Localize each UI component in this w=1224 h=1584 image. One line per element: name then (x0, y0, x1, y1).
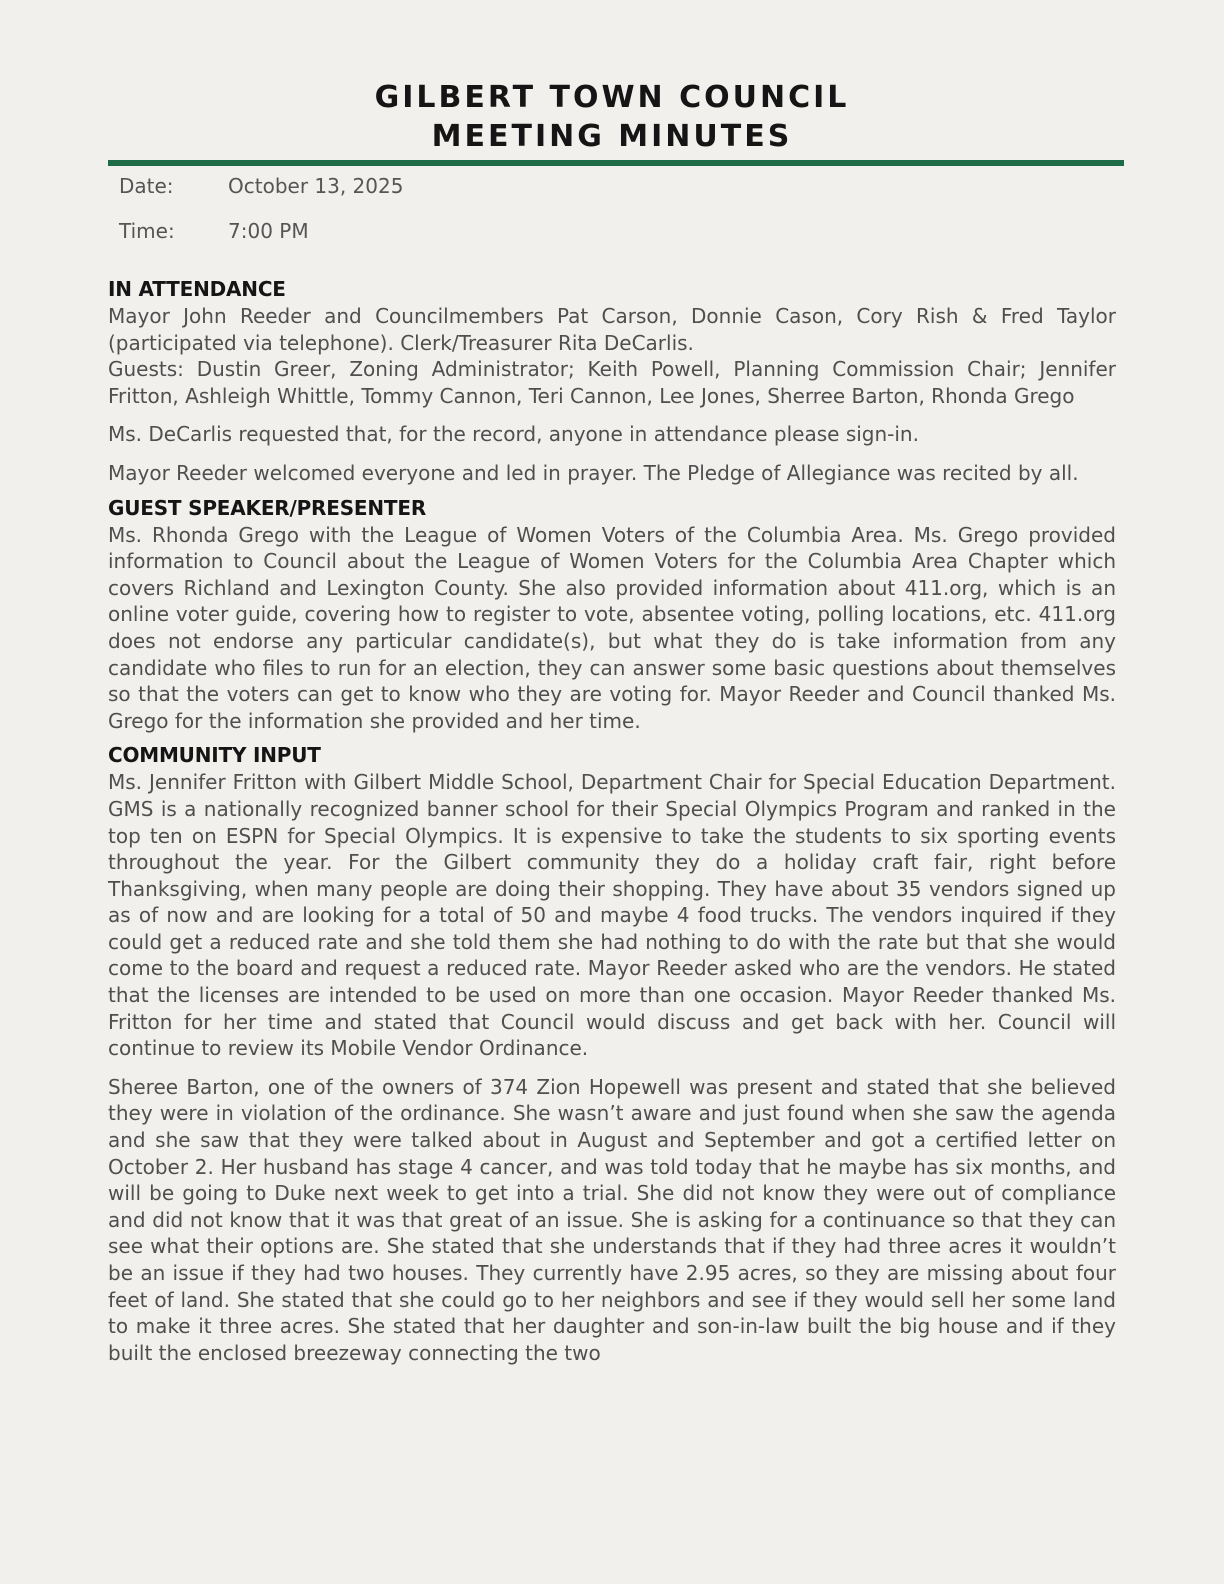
time-value: 7:00 PM (228, 219, 309, 243)
title-divider (108, 160, 1124, 166)
document-title (0, 78, 1224, 156)
community-input-heading: COMMUNITY INPUT (108, 743, 321, 768)
title-line-1: GILBERT TOWN COUNCIL (374, 80, 850, 115)
date-row (119, 174, 403, 198)
guest-speaker-paragraph: Ms. Rhonda Grego with the League of Women Voters of the Columbia Area. Ms. Grego provided information to Council about the League of Women Voters for the Columbia Area Chapter which covers Richland and Lexington County. She also provided information about 411.org, which is an online voter guide, covering how to register to vote, absentee voting, polling locations, etc. 411.org does not endorse any particular candidate(s), but what they do is take information from any candidate who files to run for an election, they can answer some basic questions about themselves so that the voters can get to know who they are voting for. Mayor Reeder and Council thanked Ms. Grego for the information she provided and her time. (108, 522, 1116, 733)
date-label: Date: (119, 174, 174, 198)
welcome-paragraph: Mayor Reeder welcomed everyone and led in prayer. The Pledge of Allegiance was recited by all. (108, 460, 1079, 485)
time-label: Time: (119, 219, 175, 243)
signin-request: Ms. DeCarlis requested that, for the record, anyone in attendance please sign-in. (108, 422, 919, 447)
minutes-body (108, 276, 1116, 1366)
attendance-members: Mayor John Reeder and Councilmembers Pat Carson, Donnie Cason, Cory Rish & Fred Taylor (participated via telephone). Clerk/Treasurer Rita DeCarlis. (108, 304, 1116, 355)
title-line-2: MEETING MINUTES (431, 119, 793, 154)
fritton-paragraph: Ms. Jennifer Fritton with Gilbert Middle School, Department Chair for Special Education Department. GMS is a nationally recognized banner school for their Special Olympics Program and ranked in the top ten on ESPN for Special Olympics. It is expensive to take the students to six sporting events throughout the year. For the Gilbert community they do a holiday craft fair, right before Thanksgiving, when many people are doing their shopping. They have about 35 vendors signed up as of now and are looking for a total of 50 and maybe 4 food trucks. The vendors inquired if they could get a reduced rate and she told them she had nothing to do with the rate but that she would come to the board and request a reduced rate. Mayor Reeder asked who are the vendors. He stated that the licenses are intended to be used on more than one occasion. Mayor Reeder thanked Ms. Fritton for her time and stated that Council would discuss and get back with her. Council will continue to review its Mobile Vendor Ordinance. (108, 770, 1116, 1061)
attendance-guests: Guests: Dustin Greer, Zoning Administrator; Keith Powell, Planning Commission Chair; Jennifer Fritton, Ashleigh Whittle, Tommy Cannon, Teri Cannon, Lee Jones, Sherree Barton, Rhonda Grego (108, 357, 1116, 408)
guest-speaker-heading: GUEST SPEAKER/PRESENTER (108, 495, 427, 520)
barton-paragraph: Sheree Barton, one of the owners of 374 Zion Hopewell was present and stated that she believed they were in violation of the ordinance. She wasn’t aware and just found when she saw the agenda and she saw that they were talked about in August and September and got a certified letter on October 2. Her husband has stage 4 cancer, and was told today that he maybe has six months, and will be going to Duke next week to get into a trial. She did not know they were out of compliance and did not know that it was that great of an issue. She is asking for a continuance so that they can see what their options are. She stated that she understands that if they had three acres it wouldn’t be an issue if they had two houses. They currently have 2.95 acres, so they are missing about four feet of land. She stated that she could go to her neighbors and see if they would sell her some land to make it three acres. She stated that her daughter and son-in-law built the big house and if they built the enclosed breezeway connecting the two (108, 1074, 1116, 1365)
time-row (119, 219, 309, 243)
date-value: October 13, 2025 (228, 174, 404, 198)
attendance-heading: IN ATTENDANCE (108, 277, 286, 301)
